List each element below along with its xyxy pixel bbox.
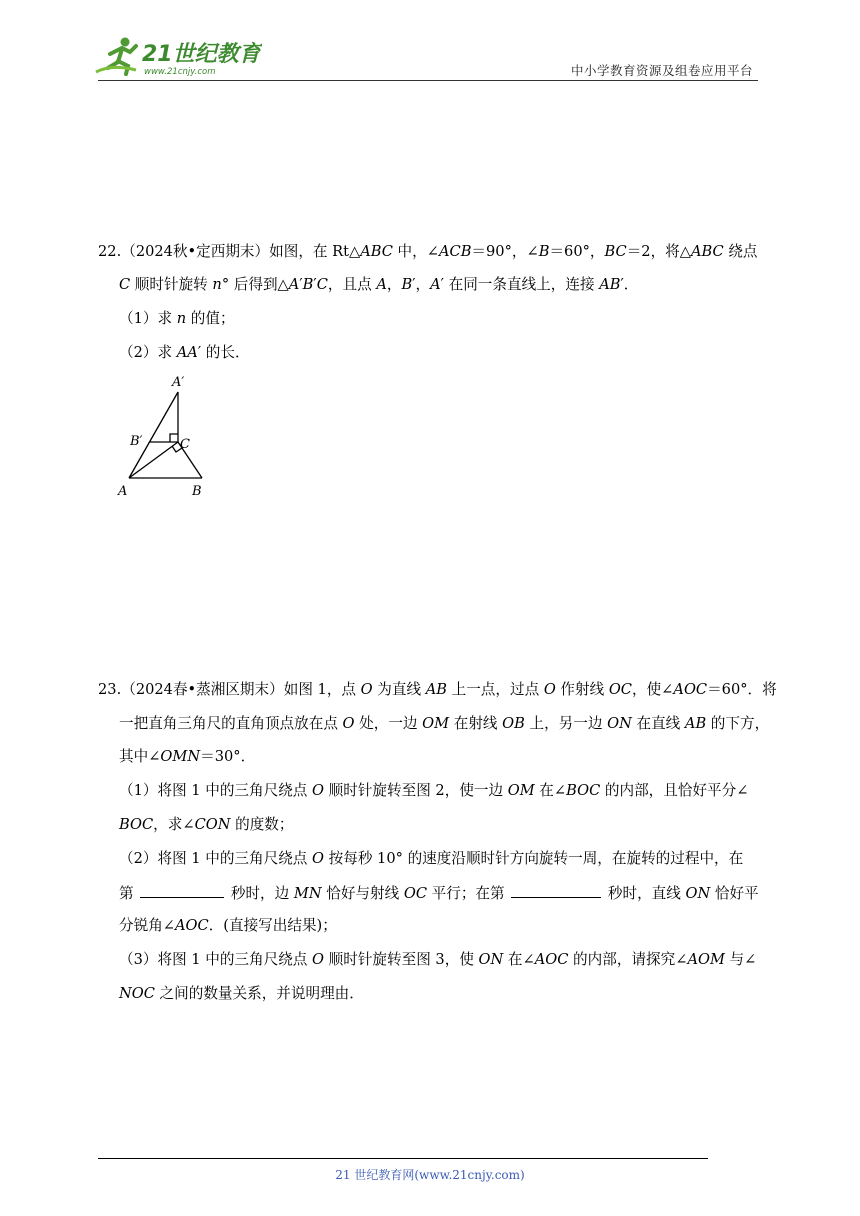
right-angle-mark-1 — [170, 434, 178, 442]
q22-line-1: 22.（2024秋•定西期末）如图，在 Rt△ABC 中，∠ACB＝90°，∠B＝60°，BC＝2，将△ABC 绕点 — [98, 243, 758, 260]
q22-number: 22. — [98, 243, 122, 260]
q23-part-2-line-3: 分锐角∠AOC．(直接写出结果)； — [119, 917, 337, 934]
label-a: A — [118, 484, 128, 499]
q23-part-3-line-1: （3）将图 1 中的三角尺绕点 O 顺时针旋转至图 3，使 ON 在∠AOC 的内部，请探究∠AOM 与∠ — [119, 951, 757, 968]
q23-part-2-line-2: 第 秒时，边 MN 恰好与射线 OC 平行；在第 秒时，直线 ON 恰好平 — [119, 885, 759, 902]
q23-line-1: 23.（2024春•蒸湘区期末）如图 1，点 O 为直线 AB 上一点，过点 O 作射线 OC，使∠AOC＝60°．将 — [98, 681, 777, 698]
header-platform-text: 中小学教育资源及组卷应用平台 — [571, 63, 754, 78]
footer-divider — [98, 1158, 708, 1159]
footer-text[interactable]: 21 世纪教育网(www.21cnjy.com) — [335, 1168, 525, 1182]
q22-part-2: （2）求 AA′ 的长． — [119, 344, 250, 361]
q23-part-1-line-1: （1）将图 1 中的三角尺绕点 O 顺时针旋转至图 2，使一边 OM 在∠BOC 的内部，且恰好平分∠ — [119, 782, 749, 799]
q22-part-1: （1）求 n 的值； — [119, 310, 235, 327]
q23-part-2-line-1: （2）将图 1 中的三角尺绕点 O 按每秒 10° 的速度沿顺时针方向旋转一周，在旋转的过程中，在 — [119, 850, 744, 867]
label-b: B — [192, 484, 202, 499]
q23-line-3: 其中∠OMN＝30°． — [119, 748, 256, 765]
answer-blank-1[interactable] — [140, 883, 224, 898]
q23-line-2: 一把直角三角尺的直角顶点放在点 O 处，一边 OM 在射线 OB 上，另一边 ON 在直线 AB 的下方， — [119, 715, 770, 732]
svg-text:21世纪教育: 21世纪教育 — [142, 42, 261, 67]
label-b-prime: B′ — [130, 434, 143, 449]
svg-text:www.21cnjy.com: www.21cnjy.com — [144, 67, 216, 77]
header-divider — [98, 80, 758, 81]
answer-blank-2[interactable] — [511, 883, 601, 898]
q22-line-2: C 顺时针旋转 n° 后得到△A′B′C，且点 A，B′，A′ 在同一条直线上，连接 AB′． — [119, 276, 639, 293]
q22-figure — [112, 372, 212, 502]
q22-source: （2024秋•定西期末） — [121, 243, 270, 260]
running-figure-icon — [96, 38, 136, 75]
label-c: C — [180, 437, 190, 452]
label-a-prime: A′ — [172, 375, 185, 390]
q23-source: （2024春•蒸湘区期末） — [121, 681, 284, 698]
q23-part-3-line-2: NOC 之间的数量关系，并说明理由． — [119, 985, 364, 1002]
q23-number: 23. — [98, 681, 122, 698]
site-logo — [92, 34, 262, 80]
q23-part-1-line-2: BOC，求∠CON 的度数； — [119, 816, 294, 833]
